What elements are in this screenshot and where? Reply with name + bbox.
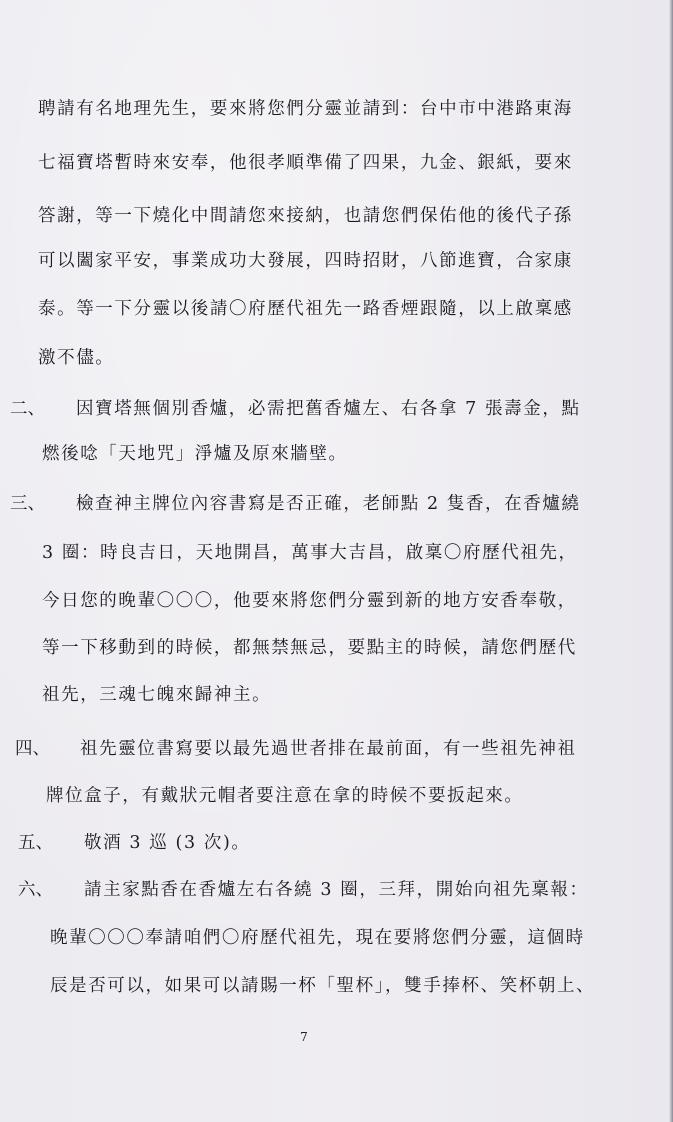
- page-edge-shadow: [669, 0, 673, 1122]
- text-line: 晚輩〇〇〇奉請咱們〇府歷代祖先，現在要將您們分靈，這個時: [50, 928, 585, 948]
- list-marker: 二、: [10, 399, 45, 419]
- text-line: 答謝，等一下燒化中間請您來接納，也請您們保佑他的後代子孫: [38, 206, 573, 226]
- text-line: 祖先，三魂七魄來歸神主。: [42, 685, 272, 705]
- page-number: 7: [300, 1030, 308, 1044]
- text-line: 因寶塔無個別香爐，必需把舊香爐左、右各拿 7 張壽金，點: [76, 399, 581, 419]
- text-line: 敬酒 3 巡 (3 次)。: [84, 833, 251, 853]
- text-line: 七福寶塔暫時來安奉，他很孝順準備了四果，九金、銀紙，要來: [38, 153, 573, 173]
- list-marker: 六、: [18, 880, 53, 900]
- text-line: 今日您的晚輩〇〇〇，他要來將您們分靈到新的地方安香奉敬，: [42, 591, 577, 611]
- list-marker: 五、: [18, 833, 53, 853]
- text-line: 請主家點香在香爐左右各繞 3 圈，三拜，開始向祖先稟報：: [84, 880, 589, 900]
- text-line: 辰是否可以，如果可以請賜一杯「聖杯」，雙手捧杯、笑杯朝上、: [50, 976, 596, 996]
- text-line: 3 圈：時良吉日，天地開昌，萬事大吉昌，啟稟〇府歷代祖先，: [42, 543, 578, 563]
- text-line: 祖先靈位書寫要以最先過世者排在最前面，有一些祖先神祖: [80, 739, 577, 759]
- text-line: 牌位盒子，有戴狀元帽者要注意在拿的時候不要扳起來。: [46, 786, 524, 806]
- text-line: 檢查神主牌位內容書寫是否正確，老師點 2 隻香，在香爐繞: [76, 494, 581, 514]
- text-line: 聘請有名地理先生，要來將您們分靈並請到：台中市中港路東海: [38, 99, 573, 119]
- text-line: 可以闔家平安，事業成功大發展，四時招財，八節進寶，合家康: [38, 251, 573, 271]
- text-line: 燃後唸「天地咒」淨爐及原來牆壁。: [42, 444, 348, 464]
- list-marker: 四、: [15, 739, 50, 759]
- list-marker: 三、: [10, 494, 45, 514]
- text-line: 等一下移動到的時候，都無禁無忌，要點主的時候，請您們歷代: [42, 638, 577, 658]
- text-line: 激不儘。: [38, 348, 115, 368]
- text-line: 泰。等一下分靈以後請〇府歷代祖先一路香煙跟隨，以上啟稟感: [38, 299, 573, 319]
